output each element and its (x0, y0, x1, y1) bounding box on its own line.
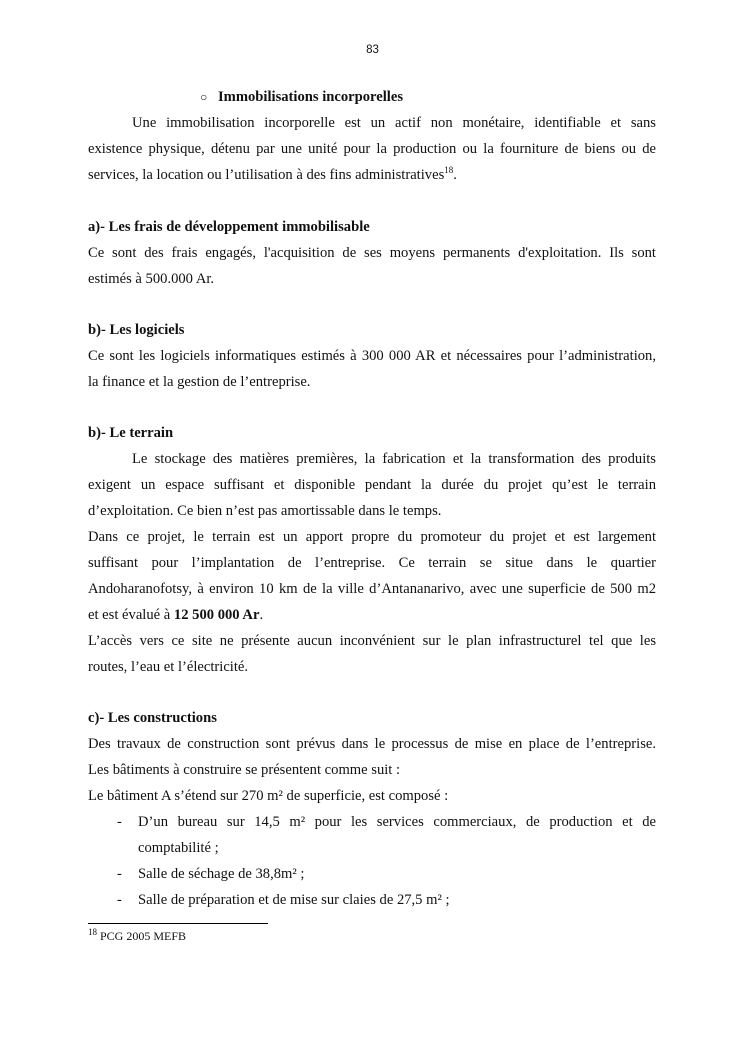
paragraph-line (88, 602, 656, 628)
subsection-software (88, 317, 656, 395)
paragraph-line: suffisant pour l’implantation de l’entreprise. Ce terrain se situe dans le quartier (88, 555, 656, 571)
text: . (453, 167, 457, 183)
paragraph-line: Le stockage des matières premières, la fabrication et la transformation des produits (132, 451, 656, 467)
land-value: 12 500 000 Ar (173, 607, 260, 623)
subsection-heading: b)- Les logiciels (88, 322, 185, 338)
dash-bullet-icon: - (117, 866, 122, 882)
paragraph-line: Ce sont les logiciels informatiques estimés à 300 000 AR et nécessaires pour l’administration, (88, 348, 656, 364)
subsection-land (88, 420, 656, 680)
footnote (88, 929, 186, 944)
paragraph-line: d’exploitation. Ce bien n’est pas amortissable dans le temps. (88, 503, 442, 519)
subsection-a (88, 214, 656, 292)
subsection-heading: c)- Les constructions (88, 710, 217, 726)
circle-bullet-icon: ○ (200, 90, 208, 104)
paragraph-line: exigent un espace suffisant et disponible pendant la durée du projet qu’est le terrain (88, 477, 656, 493)
subsection-heading: b)- Le terrain (88, 425, 174, 441)
paragraph-line: Une immobilisation incorporelle est un actif non monétaire, identifiable et sans (132, 115, 656, 131)
section-title: Immobilisations incorporelles (218, 89, 403, 105)
paragraph-line: L’accès vers ce site ne présente aucun inconvénient sur le plan infrastructurel tel que les (88, 633, 656, 649)
paragraph-line: la finance et la gestion de l’entreprise. (88, 374, 311, 390)
section-intangible-assets (88, 84, 656, 188)
text: D’un bureau sur 14,5 m² pour les services commerciaux, de production et de (138, 814, 656, 830)
list-item (88, 861, 656, 887)
paragraph-line: existence physique, détenu par une unité pour la production ou la fourniture de biens ou de (88, 141, 656, 157)
paragraph-line: Ce sont des frais engagés, l'acquisition de ses moyens permanents d'exploitation. Ils sont (88, 245, 656, 261)
list-item (88, 887, 656, 913)
text: services, la location ou l’utilisation à des fins administratives (88, 167, 445, 183)
paragraph-line: Le bâtiment A s’étend sur 270 m² de superficie, est composé : (88, 788, 449, 804)
dash-bullet-icon: - (117, 814, 122, 830)
page-number: 83 (366, 44, 379, 56)
dash-bullet-icon: - (117, 892, 122, 908)
subsection-constructions (88, 705, 656, 913)
paragraph-line (88, 162, 656, 188)
paragraph-line: Les bâtiments à construire se présentent comme suit : (88, 762, 401, 778)
paragraph-line: routes, l’eau et l’électricité. (88, 659, 249, 675)
footnote-number: 18 (88, 927, 97, 937)
list-item (88, 809, 656, 835)
paragraph-line: Des travaux de construction sont prévus dans le processus de mise en place de l’entreprise. (88, 736, 656, 752)
paragraph-line: Andoharanofotsy, à environ 10 km de la ville d’Antananarivo, avec une superficie de 500 m2 (88, 581, 656, 597)
text: . (259, 607, 264, 623)
section-heading (88, 84, 656, 110)
footnote-divider (88, 923, 268, 924)
list-item-continuation: comptabilité ; (138, 840, 219, 856)
text: Salle de séchage de 38,8m² ; (138, 866, 305, 882)
footnote-ref[interactable]: 18 (444, 165, 454, 176)
paragraph-line: Dans ce projet, le terrain est un apport propre du promoteur du projet et est largement (88, 529, 656, 545)
paragraph-line: estimés à 500.000 Ar. (88, 271, 215, 287)
footnote-text: PCG 2005 MEFB (97, 929, 187, 943)
subsection-heading: a)- Les frais de développement immobilisable (88, 219, 370, 235)
text: Salle de préparation et de mise sur claies de 27,5 m² ; (138, 892, 450, 908)
text: et est évalué à (88, 607, 174, 623)
